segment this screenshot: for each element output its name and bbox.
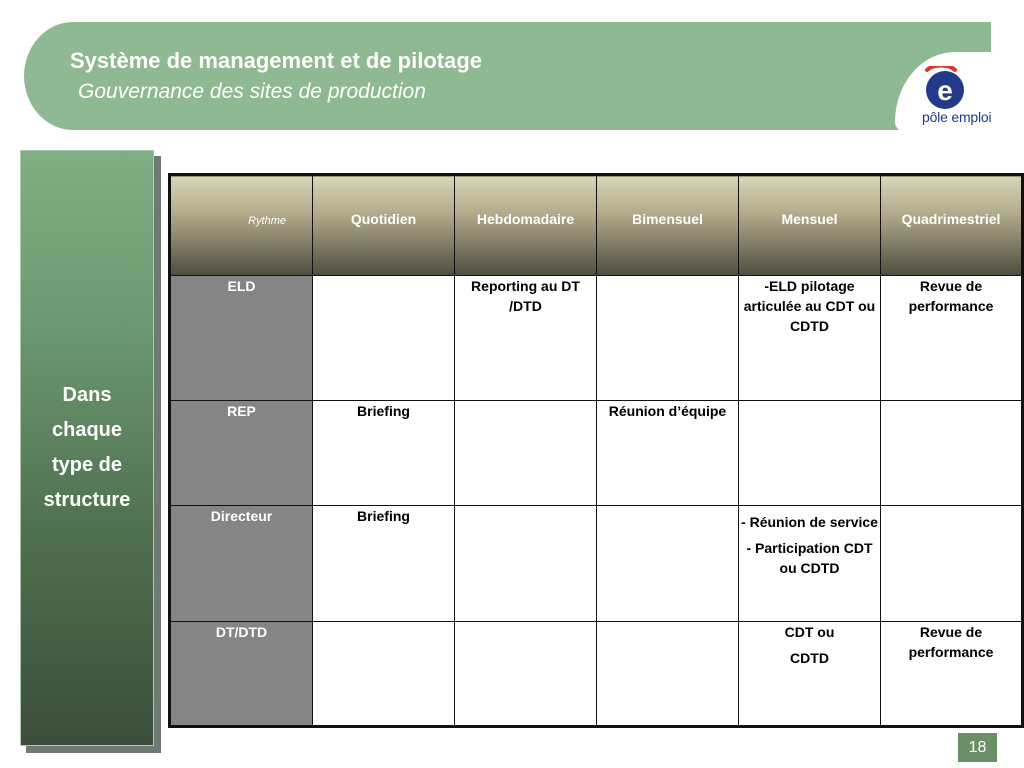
column-header: Bimensuel (597, 175, 739, 276)
side-line: Dans (62, 384, 112, 406)
side-line: chaque (51, 419, 123, 441)
cell-text: - Participation CDT ou CDTD (746, 540, 873, 576)
table-row (170, 401, 1023, 506)
page-subtitle: Gouvernance des sites de production (78, 80, 426, 103)
table-row (170, 506, 1023, 622)
table-cell (881, 276, 1023, 401)
cell-text: CDTD (790, 650, 829, 666)
table-cell (881, 401, 1023, 506)
table-cell (313, 276, 455, 401)
table-cell (739, 506, 881, 622)
row-header: ELD (170, 276, 313, 401)
side-line: type de (51, 454, 123, 476)
table-cell (597, 276, 739, 401)
column-header: Quadrimestriel (881, 175, 1023, 276)
column-header: Mensuel (739, 175, 881, 276)
row-header: DT/DTD (170, 622, 313, 727)
table-cell (313, 401, 455, 506)
column-header: Quotidien (313, 175, 455, 276)
table-row (170, 276, 1023, 401)
table-cell (455, 276, 597, 401)
svg-text:e: e (937, 75, 953, 106)
cell-text: Revue de performance (908, 624, 994, 660)
cell-text: Revue de performance (908, 278, 994, 314)
side-panel-text (20, 378, 154, 518)
row-header: REP (170, 401, 313, 506)
row-header: Directeur (170, 506, 313, 622)
table-cell (455, 622, 597, 727)
pole-emploi-logo-icon (919, 66, 979, 110)
column-header: Hebdomadaire (455, 175, 597, 276)
cell-text: Reporting au DT /DTD (471, 278, 580, 314)
page-number: 18 (958, 733, 997, 762)
cell-text: - Réunion de service (741, 514, 878, 530)
cell-text: Briefing (357, 508, 410, 524)
cell-text: -ELD pilotage articulée au CDT ou CDTD (743, 278, 876, 334)
table-row (170, 622, 1023, 727)
table-cell (455, 401, 597, 506)
table-cell (739, 622, 881, 727)
cell-text: CDT ou (784, 624, 835, 640)
table-cell (881, 506, 1023, 622)
side-line: structure (43, 489, 131, 511)
table-header-row (170, 175, 1023, 276)
table-cell (739, 276, 881, 401)
table-cell (881, 622, 1023, 727)
page-title: Système de management et de pilotage (70, 48, 483, 73)
table-cell (597, 622, 739, 727)
table-cell (313, 622, 455, 727)
table-cell (739, 401, 881, 506)
governance-table (168, 173, 1024, 728)
corner-header: Rythme (170, 175, 313, 276)
cell-text: Briefing (357, 403, 410, 419)
table-cell (313, 506, 455, 622)
table-cell (597, 401, 739, 506)
header-banner (24, 22, 991, 130)
table-cell (455, 506, 597, 622)
logo-text: pôle emploi (922, 109, 992, 125)
table-cell (597, 506, 739, 622)
cell-text: Réunion d’équipe (608, 403, 727, 419)
